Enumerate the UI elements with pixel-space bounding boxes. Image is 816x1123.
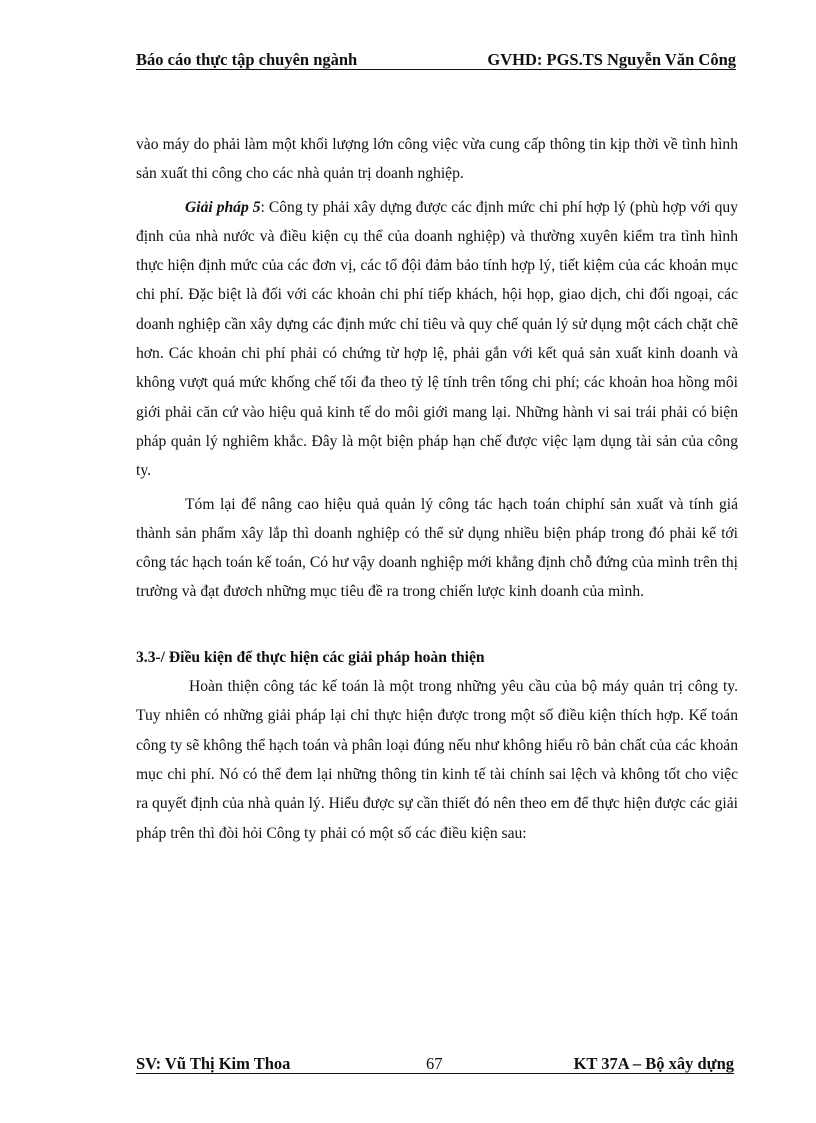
- page-body: [136, 130, 738, 848]
- header-report-title: Báo cáo thực tập chuyên ngành: [136, 50, 358, 69]
- header-advisor: GVHD: PGS.TS Nguyễn Văn Công: [487, 50, 736, 69]
- header-rule: [136, 69, 736, 70]
- footer-page-number: 67: [426, 1054, 443, 1073]
- section-heading: 3.3-/ Điều kiện để thực hiện các giải pháp hoàn thiện: [136, 648, 485, 666]
- paragraph-solution-5: [136, 193, 738, 486]
- footer-class: KT 37A – Bộ xây dựng: [573, 1054, 734, 1073]
- solution-5-label: Giải pháp 5: [185, 198, 261, 216]
- footer-rule: [136, 1073, 734, 1074]
- paragraph-continuation: vào máy do phải làm một khối lượng lớn công việc vừa cung cấp thông tin kịp thời về tình hình sản xuất thi công cho các nhà quản trị doanh nghiệp.: [136, 136, 738, 183]
- paragraph-summary: Tóm lại để nâng cao hiệu quả quản lý công tác hạch toán chiphí sản xuất và tính giá thành sản phẩm xây lắp thì doanh nghiệp có thể sử dụng nhiều biện pháp trong đó phải kể tới công tác hạch toán kế toán, Có hư vậy doanh nghiệp mới khẳng định chỗ đứng của mình trên thị trường và đạt đươch những mục tiêu đề ra trong chiến lược kinh doanh của mình.: [136, 495, 738, 601]
- footer-student: SV: Vũ Thị Kim Thoa: [136, 1054, 291, 1073]
- solution-5-text: : Công ty phải xây dựng được các định mức chi phí hợp lý (phù hợp với quy định của nhà nước và điều kiện cụ thể của doanh nghiệp) và thường xuyên kiểm tra tình hình thực hiện định mức của các đơn vị, các tổ đội đảm bảo tính hợp lý, tiết kiệm của các khoản mục chi phí. Đặc biệt là đối với các khoản chi phí tiếp khách, hội họp, giao dịch, chi đối ngoại, các doanh nghiệp cần xây dựng các định mức chỉ tiêu và quy chế quản lý sử dụng một cách chặt chẽ hơn. Các khoản chi phí phải có chứng từ hợp lệ, phải gắn với kết quả sản xuất kinh doanh và không vượt quá mức khống chế tối đa theo tỷ lệ tính trên tổng chi phí; các khoản hoa hồng môi giới phải căn cứ vào hiệu quả kinh tế do môi giới mang lại. Những hành vi sai trái phải có biện pháp quản lý nghiêm khắc. Đây là một biện pháp hạn chế được việc lạm dụng tài sản của công ty.: [136, 198, 738, 480]
- paragraph-conditions: Hoàn thiện công tác kế toán là một trong những yêu cầu của bộ máy quản trị công ty. Tuy nhiên có những giải pháp lại chỉ thực hiện được trong một số điều kiện thích hợp. Kế toán công ty sẽ không thể hạch toán và phân loại đúng nếu như không hiểu rõ bản chất của các khoản mục chi phí. Nó có thể đem lại những thông tin kinh tế tài chính sai lệch và không tốt cho việc ra quyết định của nhà quản lý. Hiểu được sự cần thiết đó nên theo em để thực hiện được các giải pháp trên thì đòi hỏi Công ty phải có một số các điều kiện sau:: [136, 678, 738, 842]
- page-header: [136, 50, 736, 72]
- page-footer: [136, 1054, 734, 1076]
